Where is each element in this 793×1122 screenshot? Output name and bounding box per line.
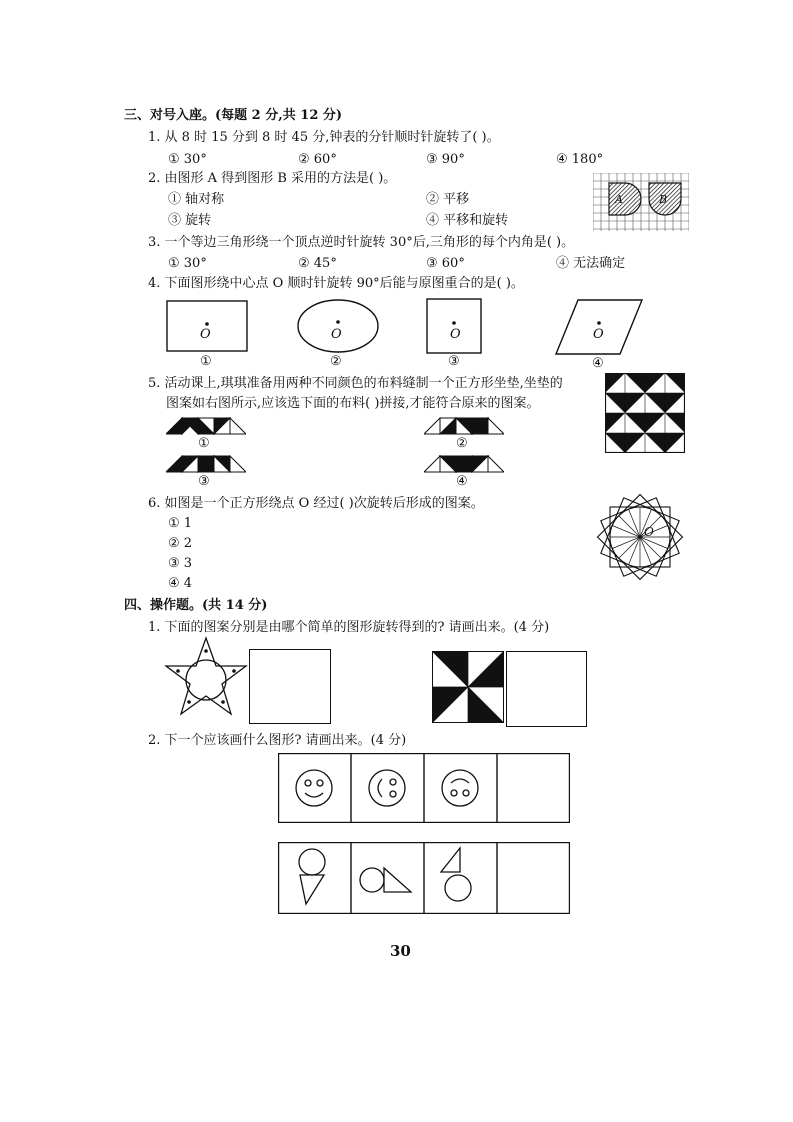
q4-text: 4. 下面图形绕中心点 O 顺时针旋转 90°后能与原图重合的是( )。 [148, 276, 524, 291]
q2-label-a: A [615, 193, 623, 206]
s4-q1-text: 1. 下面的图案分别是由哪个简单的图形旋转得到的? 请画出来。(4 分) [148, 620, 550, 635]
q4-center-1: O [200, 327, 211, 342]
q6-option-4[interactable]: ④ 4 [168, 576, 193, 591]
q5-fabric-3[interactable] [166, 455, 246, 473]
q2-option-1[interactable]: ① 轴对称 [168, 192, 225, 207]
s4-q2-answer-box-1[interactable] [498, 755, 568, 821]
q4-square-figure[interactable] [426, 298, 482, 354]
q4-option-1[interactable]: ① [200, 354, 212, 369]
q3-text: 3. 一个等边三角形绕一个顶点逆时针旋转 30°后,三角形的每个内角是( )。 [148, 235, 575, 250]
q6-text: 6. 如图是一个正方形绕点 O 经过( )次旋转后形成的图案。 [148, 496, 484, 511]
q2-grid-figure [593, 173, 689, 231]
s4-star-circle-figure [164, 636, 248, 720]
q5-fabric-2[interactable] [424, 417, 504, 435]
q3-option-1[interactable]: ① 30° [168, 256, 207, 271]
q6-option-3[interactable]: ③ 3 [168, 556, 193, 571]
q4-option-2[interactable]: ② [330, 354, 342, 369]
s4-q1-answer-box-2[interactable] [506, 651, 587, 727]
section-4-heading: 四、操作题。(共 14 分) [124, 598, 268, 613]
q5-text-line2: 图案如右图所示,应该选下面的布料( )拼接,才能符合原来的图案。 [166, 396, 540, 411]
q1-option-1[interactable]: ① 30° [168, 152, 207, 167]
q4-rectangle-figure[interactable] [166, 300, 248, 352]
section-3-heading: 三、对号入座。(每题 2 分,共 12 分) [124, 108, 343, 123]
q4-center-3: O [450, 327, 461, 342]
q5-option-1[interactable]: ① [198, 436, 210, 451]
q1-option-2[interactable]: ② 60° [298, 152, 337, 167]
q1-text: 1. 从 8 时 15 分到 8 时 45 分,钟表的分针顺时针旋转了( )。 [148, 130, 500, 145]
q4-option-4[interactable]: ④ [592, 356, 604, 371]
q3-option-3[interactable]: ③ 60° [426, 256, 465, 271]
page-number: 30 [390, 942, 411, 960]
q5-fabric-1[interactable] [166, 417, 246, 435]
s4-q1-answer-box-1[interactable] [249, 649, 331, 724]
q5-option-4[interactable]: ④ [456, 474, 468, 489]
q3-option-4[interactable]: ④ 无法确定 [556, 256, 626, 271]
s4-q2-answer-box-2[interactable] [498, 844, 568, 912]
q1-option-4[interactable]: ④ 180° [556, 152, 604, 167]
q6-rotated-squares-figure [594, 491, 686, 583]
q2-option-2[interactable]: ② 平移 [426, 192, 470, 207]
q4-option-3[interactable]: ③ [448, 354, 460, 369]
q6-center-label: O [644, 525, 654, 539]
q2-label-b: B [659, 193, 668, 206]
q5-option-2[interactable]: ② [456, 436, 468, 451]
q1-option-3[interactable]: ③ 90° [426, 152, 465, 167]
q4-center-4: O [593, 327, 604, 342]
q5-cushion-pattern [605, 373, 685, 453]
q6-option-2[interactable]: ② 2 [168, 536, 193, 551]
q5-text-line1: 5. 活动课上,琪琪准备用两种不同颜色的布料缝制一个正方形坐垫,坐垫的 [148, 376, 563, 391]
s4-q2-text: 2. 下一个应该画什么图形? 请画出来。(4 分) [148, 733, 407, 748]
q4-ellipse-figure[interactable] [296, 298, 380, 354]
s4-pinwheel-figure [432, 651, 504, 723]
q5-fabric-4[interactable] [424, 455, 504, 473]
q6-option-1[interactable]: ① 1 [168, 516, 193, 531]
q2-option-3[interactable]: ③ 旋转 [168, 213, 212, 228]
q4-center-2: O [331, 327, 342, 342]
q2-text: 2. 由图形 A 得到图形 B 采用的方法是( )。 [148, 171, 397, 186]
q2-option-4[interactable]: ④ 平移和旋转 [426, 213, 509, 228]
q5-option-3[interactable]: ③ [198, 474, 210, 489]
q3-option-2[interactable]: ② 45° [298, 256, 337, 271]
